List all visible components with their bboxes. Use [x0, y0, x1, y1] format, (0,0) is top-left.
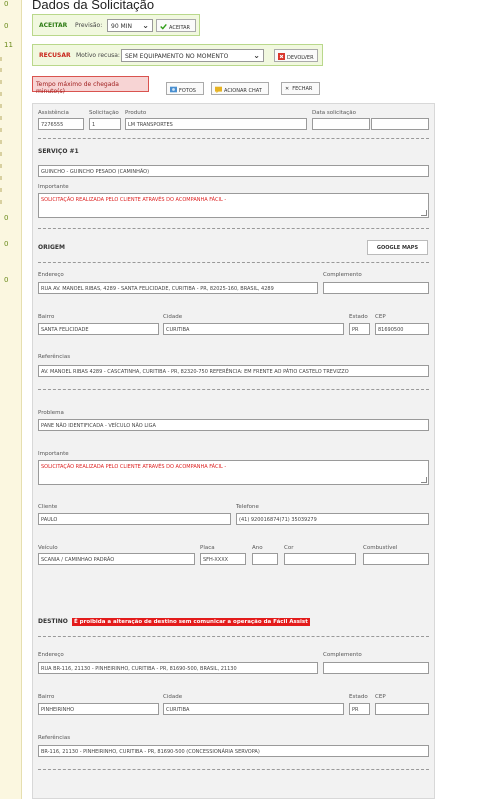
destino-endereco-field[interactable]: RUA BR-116, 21130 - PINHEIRINHO, CURITIBA - PR, 81690-500, BRASIL, 21130 — [38, 662, 318, 674]
origem-complemento-label: Complemento — [323, 272, 362, 278]
combustivel-field[interactable] — [363, 553, 429, 565]
cliente-field[interactable]: PAULO — [38, 513, 231, 525]
acionar-chat-label: ACIONAR CHAT — [224, 88, 262, 94]
destino-estado-label: Estado — [349, 694, 368, 700]
produto-field[interactable]: LM TRANSPORTES — [125, 118, 307, 130]
origem-endereco-field[interactable]: RUA AV. MANOEL RIBAS, 4289 - SANTA FELICIDADE, CURITIBA - PR, 82025-160, BRASIL, 4289 — [38, 282, 318, 294]
divider — [38, 228, 429, 229]
hora-solicitacao-field[interactable] — [371, 118, 429, 130]
destino-cep-field[interactable] — [375, 703, 429, 715]
servico-title: SERVIÇO #1 — [38, 148, 79, 155]
previsao-value: 90 MIN — [111, 23, 132, 30]
origem-title: ORIGEM — [38, 244, 65, 251]
motivo-value: SEM EQUIPAMENTO NO MOMENTO — [125, 53, 229, 60]
produto-label: Produto — [125, 110, 147, 116]
gutter-tick — [0, 80, 2, 84]
gutter-tick — [0, 164, 2, 168]
page-title: Dados da Solicitação — [32, 0, 155, 12]
data-solicitacao-field[interactable] — [312, 118, 370, 130]
problema-field[interactable]: PANE NÃO IDENTIFICADA - VEÍCULO NÃO LIGA — [38, 419, 429, 431]
recusar-label: RECUSAR — [39, 52, 71, 59]
resize-handle-icon[interactable] — [421, 210, 427, 216]
chat-icon — [215, 86, 222, 93]
motivo-label: Motivo recusa: — [76, 52, 120, 59]
servico-importante-textarea[interactable] — [38, 193, 429, 218]
origem-endereco-label: Endereço — [38, 272, 64, 278]
close-icon — [278, 53, 285, 60]
gutter-tick — [0, 140, 2, 144]
telefone-label: Telefone — [236, 504, 259, 510]
origem-cidade-field[interactable]: CURITIBA — [163, 323, 344, 335]
destino-bairro-label: Bairro — [38, 694, 55, 700]
solicitacao-field[interactable]: 1 — [89, 118, 121, 130]
resize-handle-icon[interactable] — [421, 477, 427, 483]
check-icon — [160, 23, 167, 30]
aceitar-button[interactable] — [156, 19, 196, 32]
destino-estado-field[interactable]: PR — [349, 703, 370, 715]
destino-warning: É proibida a alteração de destino sem comunicar a operação da Fácil Assist — [74, 619, 308, 625]
destino-complemento-label: Complemento — [323, 652, 362, 658]
cor-label: Cor — [284, 545, 294, 551]
origem-bairro-label: Bairro — [38, 314, 55, 320]
solicitacao-label: Solicitação — [89, 110, 119, 116]
gutter-tick — [0, 128, 2, 132]
problema-label: Problema — [38, 410, 64, 416]
fotos-button[interactable] — [166, 82, 204, 95]
chevron-down-icon: ⌄ — [142, 21, 149, 30]
destino-cep-label: CEP — [375, 694, 386, 700]
aceitar-button-label: ACEITAR — [169, 25, 191, 31]
fotos-label: FOTOS — [179, 88, 196, 94]
origem-referencias-field[interactable]: AV. MANOEL RIBAS 4289 - CASCATINHA, CURITIBA - PR, 82320-750 REFERÊNCIA: EM FRENTE AO PÁTIO CASTELO TREVIZZO — [38, 365, 429, 377]
devolver-button[interactable] — [274, 49, 318, 62]
placa-field[interactable]: SFH-XXXX — [200, 553, 246, 565]
destino-bairro-field[interactable]: PINHEIRINHO — [38, 703, 159, 715]
acionar-chat-button[interactable] — [211, 82, 269, 95]
problema-importante-textarea[interactable] — [38, 460, 429, 485]
ano-label: Ano — [252, 545, 263, 551]
gutter-number: 11 — [4, 41, 13, 49]
divider — [38, 389, 429, 390]
origem-cep-field[interactable]: 81690500 — [375, 323, 429, 335]
previsao-label: Previsão: — [75, 22, 103, 29]
divider — [38, 138, 429, 139]
gutter-tick — [0, 92, 2, 96]
destino-cidade-field[interactable]: CURITIBA — [163, 703, 344, 715]
gutter-tick — [0, 188, 2, 192]
combustivel-label: Combustível — [363, 545, 398, 551]
servico-importante-label: Importante — [38, 184, 69, 190]
servico-tipo-field[interactable]: GUINCHO - GUINCHO PESADO (CAMINHÃO) — [38, 165, 429, 177]
destino-cidade-label: Cidade — [163, 694, 183, 700]
divider — [38, 636, 429, 637]
chevron-down-icon: ⌄ — [253, 51, 260, 60]
servico-importante-text: SOLICITAÇÃO REALIZADA PELO CLIENTE ATRAVÉS DO ACOMPANHA FÁCIL - — [41, 197, 227, 203]
gutter-number: 0 — [4, 276, 9, 284]
gutter-number: 0 — [4, 22, 9, 30]
destino-endereco-label: Endereço — [38, 652, 64, 658]
aceitar-label: ACEITAR — [39, 22, 68, 29]
origem-estado-field[interactable]: PR — [349, 323, 370, 335]
gutter-tick — [0, 200, 2, 204]
origem-complemento-field[interactable] — [323, 282, 429, 294]
problema-importante-text: SOLICITAÇÃO REALIZADA PELO CLIENTE ATRAVÉS DO ACOMPANHA FÁCIL - — [41, 464, 227, 470]
close-icon: ✕ — [285, 86, 290, 92]
devolver-button-label: DEVOLVER — [287, 55, 314, 61]
gutter-tick — [0, 116, 2, 120]
cliente-label: Cliente — [38, 504, 58, 510]
gutter-number: 0 — [4, 240, 9, 248]
cor-field[interactable] — [284, 553, 356, 565]
problema-importante-label: Importante — [38, 451, 69, 457]
destino-referencias-label: Referências — [38, 735, 71, 741]
gutter-tick — [0, 176, 2, 180]
veiculo-field[interactable]: SCANIA / CAMINHAO PADRÃO — [38, 553, 195, 565]
destino-referencias-field[interactable]: BR-116, 21130 - PINHEIRINHO, CURITIBA - PR, 81690-500 (CONCESSIONÁRIA SERVOPA) — [38, 745, 429, 757]
divider — [38, 769, 429, 770]
ano-field[interactable] — [252, 553, 278, 565]
motivo-select[interactable] — [121, 49, 264, 62]
gutter-tick — [0, 152, 2, 156]
tempo-maximo-box: Tempo máximo de chegada minuto(s) — [32, 76, 149, 92]
photo-icon — [170, 86, 177, 93]
gutter-tick — [0, 104, 2, 108]
gutter-number: 0 — [4, 214, 9, 222]
destino-complemento-field[interactable] — [323, 662, 429, 674]
data-solicitacao-label: Data solicitação — [312, 110, 357, 116]
divider — [38, 262, 429, 263]
gutter-number: 0 — [4, 0, 9, 8]
gutter-tick — [0, 68, 2, 72]
origem-estado-label: Estado — [349, 314, 368, 320]
assistencia-label: Assistência — [38, 110, 69, 116]
fechar-button[interactable] — [281, 82, 320, 95]
recusar-bar — [32, 44, 323, 66]
telefone-field[interactable]: (41) 920016874(71) 35039279 — [236, 513, 429, 525]
placa-label: Placa — [200, 545, 215, 551]
previsao-select[interactable] — [107, 19, 153, 32]
origem-cidade-label: Cidade — [163, 314, 183, 320]
assistencia-field[interactable]: 7276555 — [38, 118, 84, 130]
gutter-tick — [0, 57, 2, 61]
google-maps-button[interactable]: GOOGLE MAPS — [367, 240, 428, 255]
destino-title: DESTINO — [38, 618, 68, 625]
veiculo-label: Veículo — [38, 545, 58, 551]
fechar-label: FECHAR — [292, 86, 313, 92]
origem-bairro-field[interactable]: SANTA FELICIDADE — [38, 323, 159, 335]
origem-referencias-label: Referências — [38, 354, 71, 360]
aceitar-bar — [32, 14, 200, 36]
left-gutter — [0, 0, 22, 799]
origem-cep-label: CEP — [375, 314, 386, 320]
